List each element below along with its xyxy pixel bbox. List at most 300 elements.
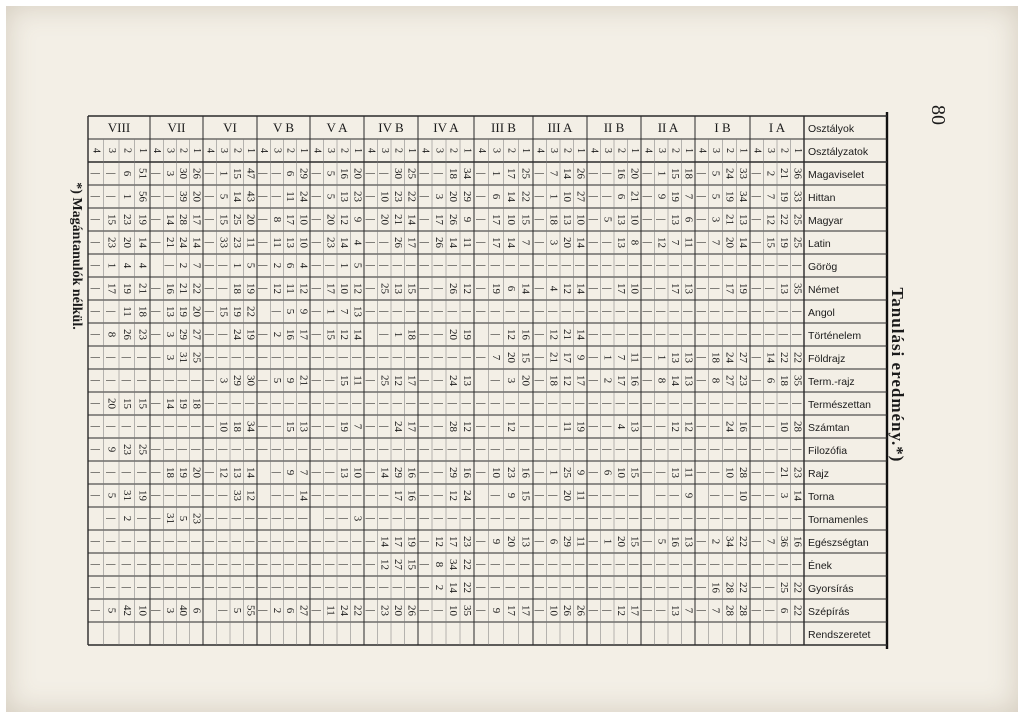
grade-number: 1 [574, 148, 586, 153]
data-cell: 23 [351, 191, 364, 202]
data-cell: | [419, 494, 431, 497]
data-cell: | [560, 448, 573, 451]
data-cell: 22 [777, 214, 790, 225]
column-label: I A [768, 120, 786, 135]
data-cell: | [203, 310, 216, 313]
data-cell: 12 [391, 375, 404, 386]
data-cell: 19 [490, 283, 503, 294]
data-cell: | [419, 356, 431, 359]
data-cell: | [723, 517, 736, 520]
data-cell: 17 [391, 536, 404, 547]
data-cell: 36 [791, 168, 804, 179]
data-cell: 24 [230, 329, 243, 340]
column-label: II A [657, 120, 679, 135]
data-cell: 33 [791, 191, 804, 202]
data-cell: | [150, 471, 163, 474]
data-cell: 13 [614, 214, 627, 225]
data-cell: 18 [230, 421, 243, 432]
data-cell: | [89, 586, 102, 589]
data-cell: 18 [777, 375, 790, 386]
data-cell: 12 [433, 536, 445, 547]
data-cell: 10 [547, 605, 560, 616]
data-cell: | [750, 448, 763, 451]
data-cell: 27 [723, 375, 736, 386]
data-cell: 36 [777, 536, 790, 547]
data-cell: 8 [655, 377, 668, 384]
data-cell: 10 [297, 214, 310, 225]
data-cell: | [655, 517, 668, 520]
data-cell: 17 [723, 283, 736, 294]
data-cell: 13 [668, 214, 681, 225]
data-cell: | [297, 563, 310, 566]
data-cell: | [475, 609, 488, 612]
data-cell: | [764, 264, 777, 267]
data-cell: | [433, 333, 445, 336]
data-cell: | [475, 448, 488, 451]
data-cell: 29 [230, 375, 243, 386]
data-cell: 12 [504, 421, 517, 432]
data-cell: 11 [574, 536, 587, 547]
data-cell: 5 [284, 308, 297, 315]
data-cell: | [574, 586, 587, 589]
row-header: Magaviselet [808, 169, 865, 181]
data-cell: | [791, 563, 804, 566]
data-cell: | [351, 563, 364, 566]
data-cell: | [419, 517, 431, 520]
data-cell: 47 [244, 168, 257, 179]
data-cell: | [310, 425, 323, 428]
data-cell: | [777, 517, 790, 520]
row-header: Rendszeretet [808, 629, 871, 641]
grade-number: 1 [461, 148, 473, 153]
data-cell: 23 [324, 237, 337, 248]
data-cell: 13 [351, 306, 364, 317]
data-cell: 17 [490, 237, 503, 248]
data-cell: | [378, 356, 391, 359]
grade-number: 3 [271, 148, 283, 153]
data-cell: | [405, 402, 418, 405]
data-cell: | [364, 264, 377, 267]
data-cell: | [655, 264, 668, 267]
grade-number: 3 [378, 148, 390, 153]
data-cell: | [310, 609, 323, 612]
data-cell: | [655, 218, 668, 221]
data-cell: 11 [120, 306, 133, 317]
data-cell: 17 [391, 490, 404, 501]
grade-number: 2 [121, 148, 133, 153]
data-cell: 23 [105, 237, 118, 248]
data-cell: | [737, 402, 750, 405]
grade-number: 1 [351, 148, 363, 153]
grade-number: 2 [392, 148, 404, 153]
data-cell: | [628, 517, 641, 520]
data-cell: 20 [723, 237, 736, 248]
data-cell: | [217, 287, 230, 290]
data-cell: | [203, 379, 216, 382]
data-cell: 3 [217, 377, 230, 384]
data-cell: | [364, 563, 377, 566]
data-cell: | [337, 448, 350, 451]
data-cell: 17 [668, 283, 681, 294]
data-cell: | [163, 563, 176, 566]
data-cell: 7 [682, 607, 695, 614]
data-cell: | [709, 264, 722, 267]
data-cell: 28 [723, 605, 736, 616]
data-cell: 17 [519, 605, 532, 616]
data-cell: | [723, 563, 736, 566]
data-cell: | [682, 402, 695, 405]
data-cell: 25 [230, 214, 243, 225]
data-cell: | [203, 218, 216, 221]
data-cell: | [695, 517, 708, 520]
data-cell: | [547, 494, 560, 497]
data-cell: | [695, 563, 708, 566]
data-cell: 23 [120, 444, 133, 455]
data-cell: 31 [177, 352, 190, 363]
data-cell: | [601, 609, 614, 612]
data-cell: | [405, 517, 418, 520]
data-cell: 30 [177, 168, 190, 179]
data-cell: | [777, 333, 790, 336]
data-cell: 23 [378, 605, 391, 616]
data-cell: | [764, 310, 777, 313]
data-cell: | [750, 425, 763, 428]
data-cell: 23 [136, 329, 149, 340]
data-cell: 10 [217, 421, 230, 432]
data-cell: 29 [297, 168, 310, 179]
data-cell: | [89, 264, 102, 267]
data-cell: 8 [105, 331, 118, 338]
data-cell: | [695, 241, 708, 244]
grade-number: 2 [615, 148, 627, 153]
data-cell: | [203, 494, 216, 497]
data-cell: | [519, 448, 532, 451]
data-cell: | [628, 333, 641, 336]
data-cell: 15 [405, 283, 418, 294]
data-cell: | [270, 172, 283, 175]
data-cell: 13 [777, 283, 790, 294]
data-cell: | [378, 310, 391, 313]
data-cell: | [475, 425, 488, 428]
data-cell: | [655, 425, 668, 428]
data-cell: | [560, 310, 573, 313]
data-cell: 51 [136, 168, 149, 179]
data-cell: | [504, 310, 517, 313]
data-cell: | [230, 586, 243, 589]
data-cell: 24 [177, 237, 190, 248]
data-cell: 16 [614, 168, 627, 179]
data-cell: | [270, 425, 283, 428]
data-cell: 19 [177, 398, 190, 409]
grade-number: 4 [696, 148, 708, 153]
data-cell: | [324, 448, 337, 451]
data-cell: | [89, 287, 102, 290]
data-cell: | [641, 379, 654, 382]
grade-number: 2 [177, 148, 189, 153]
data-cell: | [89, 218, 102, 221]
data-cell: | [601, 586, 614, 589]
data-cell: | [217, 402, 230, 405]
data-cell: 19 [244, 329, 257, 340]
data-cell: 6 [190, 607, 203, 614]
data-cell: 11 [682, 467, 695, 478]
data-cell: 26 [574, 605, 587, 616]
row-header: Német [808, 284, 839, 296]
data-cell: 20 [447, 191, 459, 202]
data-cell: | [364, 425, 377, 428]
data-cell: | [120, 379, 133, 382]
row-header: Szépírás [808, 606, 850, 618]
data-cell: | [270, 517, 283, 520]
data-cell: | [105, 356, 118, 359]
data-cell: | [310, 310, 323, 313]
data-cell: 21 [297, 375, 310, 386]
data-cell: 17 [574, 375, 587, 386]
grade-number: 1 [682, 148, 694, 153]
data-cell: | [284, 563, 297, 566]
data-cell: 10 [560, 191, 573, 202]
data-cell: | [601, 264, 614, 267]
data-cell: | [433, 379, 445, 382]
data-cell: 13 [461, 375, 473, 386]
data-cell: 9 [461, 216, 473, 223]
data-cell: 15 [230, 168, 243, 179]
data-cell: | [378, 172, 391, 175]
data-cell: 22 [461, 582, 473, 593]
data-cell: | [391, 448, 404, 451]
data-cell: | [587, 287, 600, 290]
data-cell: 23 [230, 237, 243, 248]
data-cell: 16 [628, 375, 641, 386]
data-cell: | [547, 425, 560, 428]
data-cell: | [587, 218, 600, 221]
data-cell: | [533, 540, 546, 543]
data-cell: 8 [270, 216, 283, 223]
data-cell: | [587, 402, 600, 405]
data-cell: 35 [791, 283, 804, 294]
data-cell: 26 [405, 605, 418, 616]
data-cell: | [297, 402, 310, 405]
data-cell: | [475, 287, 488, 290]
grade-number: 2 [778, 148, 790, 153]
data-cell: | [641, 333, 654, 336]
data-cell: | [297, 586, 310, 589]
data-cell: | [737, 517, 750, 520]
data-cell: | [709, 425, 722, 428]
data-cell: 11 [284, 283, 297, 294]
data-cell: | [461, 402, 473, 405]
row-header: Torna [808, 491, 835, 503]
grade-number: 3 [324, 148, 336, 153]
data-cell: | [419, 586, 431, 589]
data-cell: | [750, 471, 763, 474]
data-cell: | [533, 356, 546, 359]
data-cell: | [504, 563, 517, 566]
data-cell: 12 [447, 490, 459, 501]
data-cell: | [150, 287, 163, 290]
data-cell: | [270, 356, 283, 359]
data-cell: | [447, 517, 459, 520]
data-cell: | [203, 241, 216, 244]
data-cell: 9 [284, 377, 297, 384]
data-cell: | [560, 517, 573, 520]
data-cell: | [150, 356, 163, 359]
data-cell: | [203, 195, 216, 198]
data-cell: 14 [560, 168, 573, 179]
data-cell: | [419, 402, 431, 405]
data-cell: 19 [244, 283, 257, 294]
data-cell: 17 [504, 605, 517, 616]
data-cell: | [791, 517, 804, 520]
data-cell: | [750, 356, 763, 359]
data-cell: | [257, 333, 270, 336]
data-cell: 3 [433, 193, 445, 200]
grade-number: 4 [258, 148, 270, 153]
data-cell: 23 [461, 536, 473, 547]
data-cell: | [270, 563, 283, 566]
data-cell: 8 [709, 377, 722, 384]
data-cell: | [490, 379, 503, 382]
data-cell: | [750, 402, 763, 405]
data-cell: | [668, 563, 681, 566]
data-cell: | [150, 494, 163, 497]
data-cell: 13 [682, 536, 695, 547]
data-cell: | [284, 540, 297, 543]
data-cell: | [574, 402, 587, 405]
grade-number: 4 [151, 148, 163, 153]
data-cell: | [764, 333, 777, 336]
data-cell: 3 [163, 170, 176, 177]
data-cell: 15 [136, 398, 149, 409]
data-cell: 3 [163, 331, 176, 338]
data-cell: | [490, 517, 503, 520]
data-cell: | [257, 609, 270, 612]
data-cell: | [641, 195, 654, 198]
row-header: Földrajz [808, 353, 846, 365]
data-cell: | [378, 448, 391, 451]
data-cell: | [105, 195, 118, 198]
data-cell: | [641, 609, 654, 612]
data-cell: | [533, 218, 546, 221]
data-cell: 14 [378, 536, 391, 547]
data-cell: | [163, 264, 176, 267]
grade-number: 2 [561, 148, 573, 153]
data-cell: | [641, 356, 654, 359]
data-cell: | [391, 310, 404, 313]
data-cell: 15 [337, 375, 350, 386]
data-cell: | [177, 563, 190, 566]
data-cell: 29 [461, 191, 473, 202]
data-cell: 4 [547, 285, 560, 292]
data-cell: 30 [391, 168, 404, 179]
data-cell: | [310, 333, 323, 336]
data-cell: | [419, 563, 431, 566]
data-cell: | [547, 563, 560, 566]
data-cell: 19 [136, 214, 149, 225]
data-cell: 10 [723, 467, 736, 478]
data-cell: 4 [297, 262, 310, 269]
data-cell: 10 [378, 191, 391, 202]
data-cell: | [475, 264, 488, 267]
data-cell: | [310, 379, 323, 382]
data-cell: 5 [230, 607, 243, 614]
data-cell: | [709, 448, 722, 451]
data-cell: 5 [270, 377, 283, 384]
data-cell: | [641, 471, 654, 474]
data-cell: | [257, 356, 270, 359]
data-cell: | [614, 264, 627, 267]
data-cell: 14 [244, 467, 257, 478]
data-cell: | [310, 448, 323, 451]
data-cell: 10 [447, 605, 459, 616]
data-cell: 11 [351, 375, 364, 386]
data-cell: 7 [519, 239, 532, 246]
data-cell: 1 [120, 193, 133, 200]
data-cell: | [750, 540, 763, 543]
data-cell: | [351, 402, 364, 405]
data-cell: | [461, 517, 473, 520]
data-cell: | [587, 241, 600, 244]
data-cell: | [560, 563, 573, 566]
data-cell: | [364, 540, 377, 543]
data-cell: 6 [490, 193, 503, 200]
data-cell: | [587, 563, 600, 566]
data-cell: | [364, 609, 377, 612]
data-cell: | [177, 379, 190, 382]
data-cell: | [89, 563, 102, 566]
data-cell: | [750, 517, 763, 520]
data-cell: | [695, 379, 708, 382]
data-cell: | [547, 310, 560, 313]
data-cell: | [310, 402, 323, 405]
data-cell: 3 [163, 607, 176, 614]
data-cell: 2 [177, 262, 190, 269]
data-cell: | [405, 310, 418, 313]
data-cell: | [310, 356, 323, 359]
data-cell: 3 [777, 492, 790, 499]
data-cell: 24 [723, 352, 736, 363]
data-cell: | [490, 448, 503, 451]
grade-number: 1 [297, 148, 309, 153]
data-cell: | [364, 586, 377, 589]
data-cell: | [297, 448, 310, 451]
data-cell: | [641, 425, 654, 428]
data-cell: | [244, 356, 257, 359]
data-cell: | [614, 563, 627, 566]
data-cell: 17 [560, 352, 573, 363]
data-cell: | [419, 195, 431, 198]
data-cell: 25 [519, 168, 532, 179]
data-cell: | [519, 264, 532, 267]
data-cell: 9 [351, 216, 364, 223]
data-cell: | [244, 540, 257, 543]
data-cell: 2 [709, 538, 722, 545]
data-cell: | [89, 333, 102, 336]
data-cell: 17 [297, 329, 310, 340]
data-cell: | [655, 609, 668, 612]
data-cell: 5 [217, 193, 230, 200]
data-cell: | [391, 356, 404, 359]
data-cell: 3 [351, 515, 364, 522]
data-cell: 15 [668, 168, 681, 179]
data-cell: 17 [628, 605, 641, 616]
data-cell: | [490, 494, 503, 497]
data-cell: 20 [190, 467, 203, 478]
data-cell: 18 [447, 168, 459, 179]
data-cell: 31 [120, 490, 133, 501]
data-cell: 18 [547, 214, 560, 225]
data-cell: 18 [136, 306, 149, 317]
